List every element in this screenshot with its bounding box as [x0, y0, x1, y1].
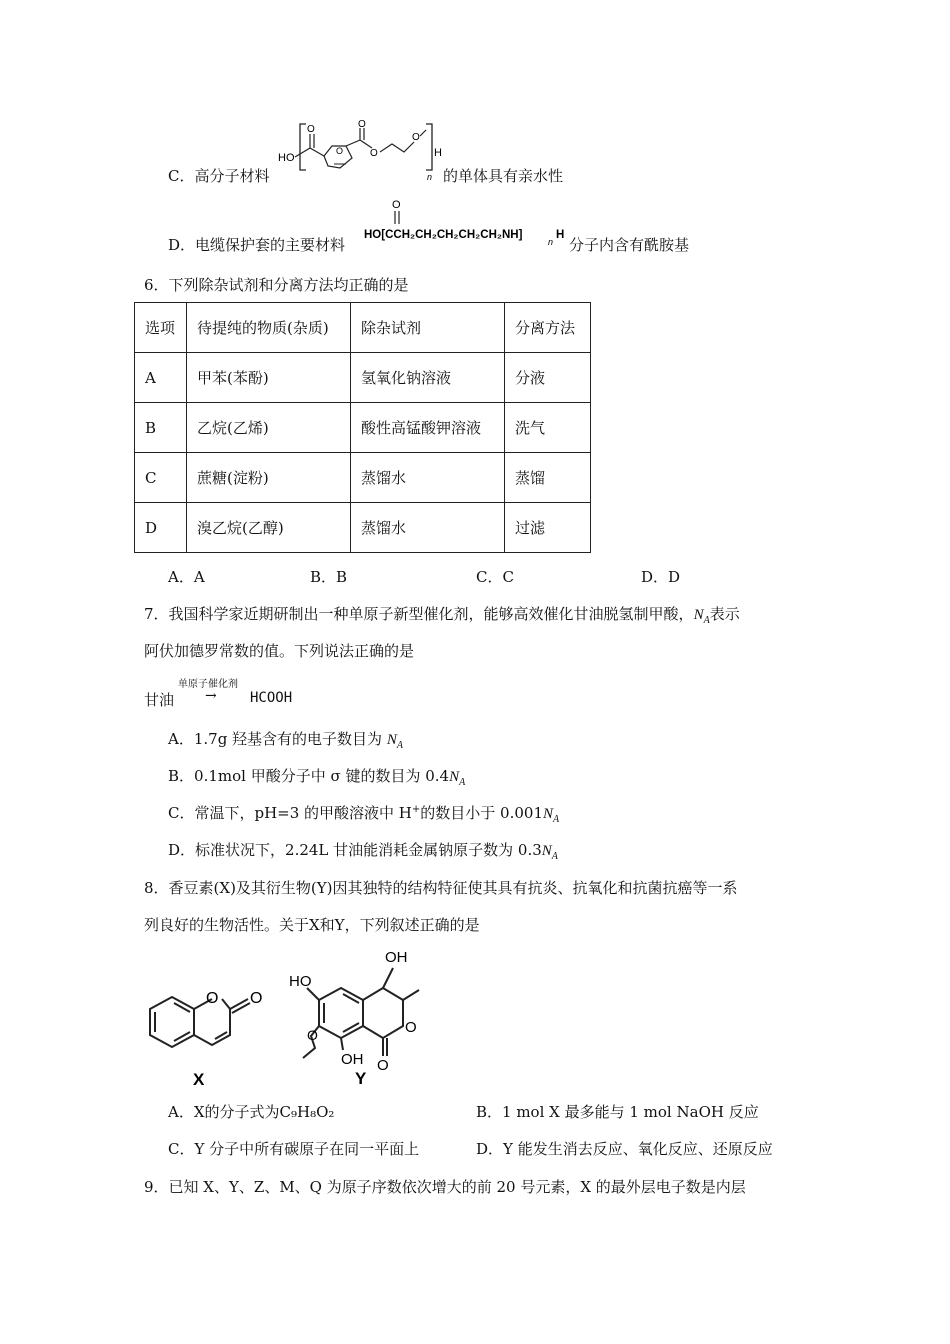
svg-text:HO: HO: [289, 973, 312, 990]
reaction-reactant: 甘油: [144, 691, 175, 709]
table-row: [135, 403, 591, 453]
svg-text:O: O: [250, 990, 263, 1007]
coumarin-x-structure: [140, 975, 280, 1090]
q5-option-c-suffix: 的单体具有亲水性: [443, 167, 564, 185]
table-cell: C: [135, 453, 187, 503]
svg-text:n: n: [427, 172, 433, 182]
svg-text:O: O: [405, 1019, 417, 1036]
table-header-row: [135, 303, 591, 353]
table-cell: 洗气: [505, 403, 591, 453]
table-cell: 过滤: [505, 503, 591, 553]
y-label: Y: [355, 1069, 367, 1088]
table-cell: 蒸馏水: [351, 503, 505, 553]
q5-option-c-prefix: C．高分子材料: [168, 167, 270, 185]
svg-text:O: O: [307, 124, 315, 135]
q7-stem-line2: 阿伏加德罗常数的值。下列说法正确的是: [144, 642, 415, 660]
q8-stem-line2: 列良好的生物活性。关于X和Y，下列叙述正确的是: [144, 916, 480, 934]
q7-option-a: A．1.7g 羟基含有的电子数目为 $N_A$: [168, 730, 403, 751]
q9-stem: 9．已知 X、Y、Z、M、Q 为原子序数依次增大的前 20 号元素，X 的最外层电子数是内层: [144, 1178, 746, 1196]
svg-text:O: O: [358, 119, 366, 130]
svg-text:O: O: [412, 132, 420, 143]
table-cell: 酸性高锰酸钾溶液: [351, 403, 505, 453]
svg-text:HO[CCH₂CH₂CH₂CH₂CH₂NH]: HO[CCH₂CH₂CH₂CH₂CH₂NH]: [364, 229, 523, 241]
svg-text:OH: OH: [341, 1051, 364, 1068]
q7-option-c: C．常温下，pH=3 的甲酸溶液中 H+的数目小于 $0.001N_A$: [168, 804, 560, 825]
table-row: [135, 503, 591, 553]
derivative-y-structure: [285, 942, 445, 1090]
table-cell: 乙烷(乙烯): [187, 403, 351, 453]
header-cell: 除杂试剂: [351, 303, 505, 353]
q6-option-d: D．D: [641, 568, 681, 586]
q6-option-a: A．A: [168, 568, 205, 586]
q6-option-b: B．B: [310, 568, 348, 586]
table-row: [135, 453, 591, 503]
q8-stem-line1: 8．香豆素(X)及其衍生物(Y)因其独特的结构特征使其具有抗炎、抗氧化和抗菌抗癌等一系: [144, 879, 738, 897]
header-cell: 分离方法: [505, 303, 591, 353]
nylon-structure: [362, 194, 570, 250]
q5-option-d-prefix: D．电缆保护套的主要材料: [168, 236, 346, 254]
header-cell: 选项: [135, 303, 187, 353]
svg-text:O: O: [370, 148, 378, 159]
q7-stem-line1: 7．我国科学家近期研制出一种单原子新型催化剂，能够高效催化甘油脱氢制甲酸，$N_A$表示: [144, 605, 740, 626]
q8-option-b: B．1 mol X 最多能与 1 mol NaOH 反应: [476, 1103, 759, 1121]
table-cell: 蔗糖(淀粉): [187, 453, 351, 503]
table-cell: 分液: [505, 353, 591, 403]
table-cell: 蒸馏水: [351, 453, 505, 503]
svg-text:O: O: [206, 990, 219, 1007]
table-cell: 甲苯(苯酚): [187, 353, 351, 403]
table-row: [135, 353, 591, 403]
table-cell: A: [135, 353, 187, 403]
svg-text:n: n: [548, 237, 554, 247]
q5-option-d-suffix: 分子内含有酰胺基: [569, 236, 690, 254]
q7-option-d: D．标准状况下，2.24L 甘油能消耗金属钠原子数为 $0.3N_A$: [168, 841, 558, 862]
q7-option-b: B．0.1mol 甲酸分子中 σ 键的数目为 $0.4N_A$: [168, 767, 466, 788]
q8-option-c: C．Y 分子中所有碳原子在同一平面上: [168, 1140, 420, 1158]
svg-text:O: O: [377, 1057, 389, 1074]
svg-text:O: O: [336, 146, 344, 156]
header-cell: 待提纯的物质(杂质): [187, 303, 351, 353]
reaction-catalyst: 单原子催化剂: [178, 679, 238, 690]
reaction-product: HCOOH: [250, 690, 293, 706]
table-cell: D: [135, 503, 187, 553]
q8-option-a: A．X的分子式为C₉H₈O₂: [168, 1103, 335, 1121]
table-cell: 蒸馏: [505, 453, 591, 503]
q6-stem: 6．下列除杂试剂和分离方法均正确的是: [144, 276, 409, 294]
table-cell: 溴乙烷(乙醇): [187, 503, 351, 553]
q6-option-c: C．C: [476, 568, 514, 586]
svg-text:H: H: [556, 229, 565, 241]
q6-table: [134, 302, 591, 553]
svg-text:O: O: [307, 1027, 318, 1043]
table-cell: 氢氧化钠溶液: [351, 353, 505, 403]
q8-option-d: D．Y 能发生消去反应、氧化反应、还原反应: [476, 1140, 773, 1158]
svg-text:OH: OH: [385, 949, 408, 966]
x-label: X: [193, 1070, 205, 1089]
svg-text:O: O: [392, 199, 401, 211]
svg-text:H: H: [434, 147, 442, 159]
reaction-arrow: →: [205, 688, 217, 704]
table-cell: B: [135, 403, 187, 453]
polyester-structure: [276, 118, 444, 186]
ho-label: HO: [278, 152, 295, 164]
